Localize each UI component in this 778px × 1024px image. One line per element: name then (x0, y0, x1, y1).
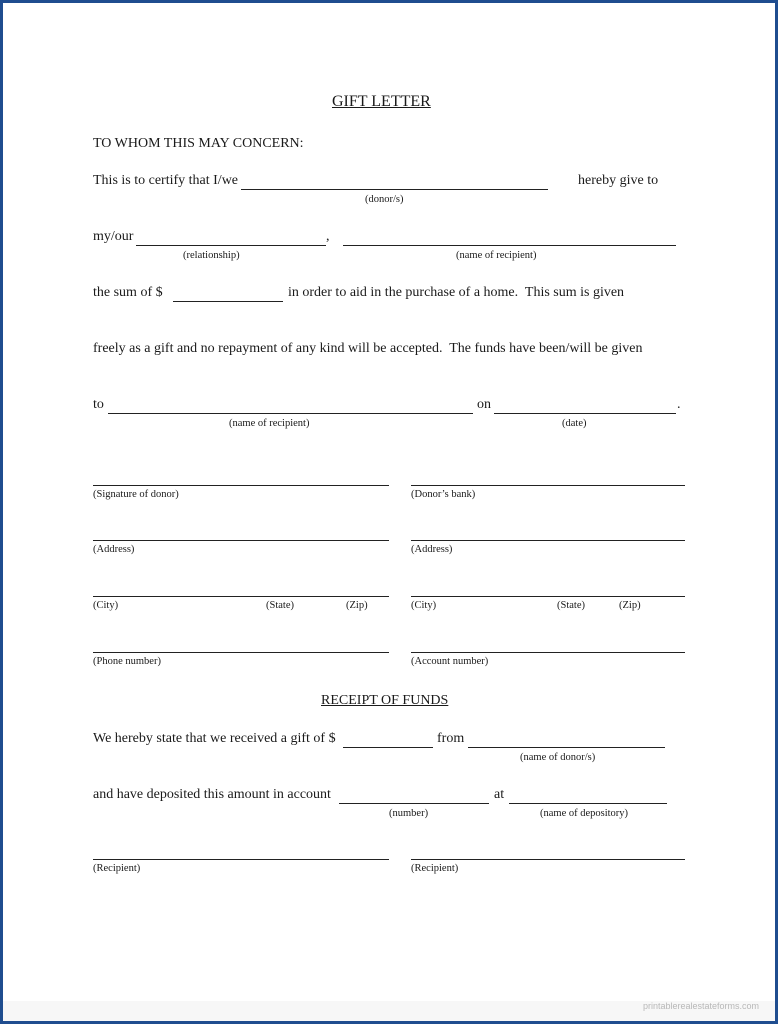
account-number-field[interactable] (411, 652, 685, 653)
donor-phone-caption: (Phone number) (93, 656, 161, 667)
relationship-comma: , (326, 229, 330, 244)
receipt-line2-lead: and have deposited this amount in account (93, 787, 331, 802)
donor-signature-caption: (Signature of donor) (93, 489, 179, 500)
certify-lead: This is to certify that I/we (93, 173, 239, 188)
certify-tail: hereby give to (578, 173, 659, 188)
donor-caption: (donor/s) (365, 194, 404, 205)
receipt-donor-name-field[interactable] (468, 747, 665, 748)
watermark: printablerealestateforms.com (642, 1001, 759, 1011)
donor-city-caption: (City) (93, 600, 119, 611)
receipt-from: from (437, 731, 465, 746)
gift-statement: freely as a gift and no repayment of any kind will be accepted. The funds have been/will be given (93, 341, 643, 356)
salutation: TO WHOM THIS MAY CONCERN: (93, 136, 304, 151)
document-page (3, 3, 775, 1021)
sum-amount-field[interactable] (173, 301, 283, 302)
to-recipient-field[interactable] (108, 413, 473, 414)
donor-bank-field[interactable] (411, 485, 685, 486)
donor-state-caption: (State) (266, 600, 294, 611)
gift-date-field[interactable] (494, 413, 676, 414)
recipient-right-caption: (Recipient) (411, 863, 459, 874)
receipt-at: at (494, 787, 505, 802)
bank-state-caption: (State) (557, 600, 585, 611)
bank-address-caption: (Address) (411, 544, 453, 555)
date-caption: (date) (562, 418, 587, 429)
to-lead: to (93, 397, 104, 412)
donor-zip-caption: (Zip) (346, 600, 368, 611)
account-number-caption: (Account number) (411, 656, 489, 667)
relationship-caption: (relationship) (183, 250, 240, 261)
to-on: on (477, 397, 491, 412)
receipt-donor-caption: (name of donor/s) (520, 752, 596, 763)
gift-amount-received-field[interactable] (343, 747, 433, 748)
recipient-signature-left-field[interactable] (93, 859, 389, 860)
bank-city-state-zip-field[interactable] (411, 596, 685, 597)
to-period: . (677, 397, 681, 412)
relationship-lead: my/our (93, 229, 134, 244)
recipient-name-field[interactable] (343, 245, 676, 246)
donor-bank-caption: (Donor’s bank) (411, 489, 476, 500)
recipient-left-caption: (Recipient) (93, 863, 141, 874)
relationship-field[interactable] (136, 245, 326, 246)
sum-tail: in order to aid in the purchase of a home. This sum is given (288, 285, 625, 300)
bank-address-field[interactable] (411, 540, 685, 541)
donor-address-caption: (Address) (93, 544, 135, 555)
depository-caption: (name of depository) (540, 808, 629, 819)
depository-field[interactable] (509, 803, 667, 804)
donor-city-state-zip-field[interactable] (93, 596, 389, 597)
donor-phone-field[interactable] (93, 652, 389, 653)
receipt-line1-lead: We hereby state that we received a gift of $ (93, 731, 336, 746)
recipient-signature-right-field[interactable] (411, 859, 685, 860)
donor-signature-field[interactable] (93, 485, 389, 486)
number-caption: (number) (389, 808, 429, 819)
document-title: GIFT LETTER (332, 93, 431, 110)
donor-name-field[interactable] (241, 189, 548, 190)
receipt-heading: RECEIPT OF FUNDS (321, 693, 449, 708)
bank-city-caption: (City) (411, 600, 437, 611)
recipient-caption: (name of recipient) (456, 250, 537, 261)
bank-zip-caption: (Zip) (619, 600, 641, 611)
sum-lead: the sum of $ (93, 285, 163, 300)
account-field[interactable] (339, 803, 489, 804)
donor-address-field[interactable] (93, 540, 389, 541)
to-recipient-caption: (name of recipient) (229, 418, 310, 429)
